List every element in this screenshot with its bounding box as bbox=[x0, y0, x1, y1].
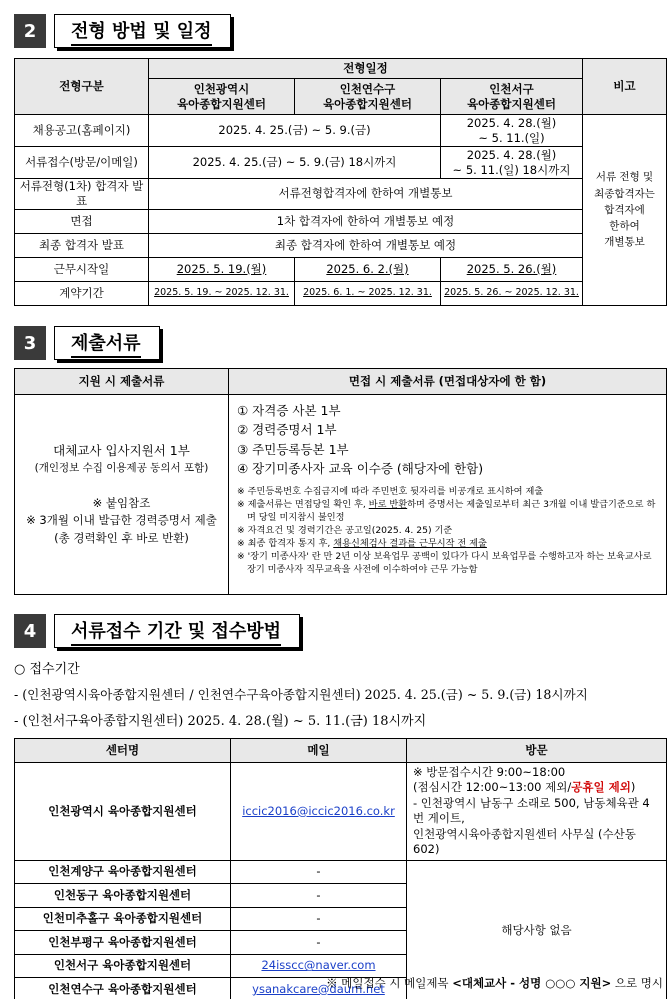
contract-seogu: 2025. 5. 26. ~ 2025. 12. 31. bbox=[441, 281, 583, 305]
period-seogu: - (인천서구육아종합지원센터) 2025. 4. 28.(월) ~ 5. 11.(금) 18시까지 bbox=[14, 714, 427, 729]
schedule-table bbox=[14, 58, 667, 306]
section4-title: 서류접수 기간 및 접수방법 bbox=[71, 617, 281, 646]
section2-number: 2 bbox=[14, 14, 46, 48]
section4-heading bbox=[14, 614, 300, 648]
visit-office: 인천광역시육아종합지원센터 사무실 (수산동 602) bbox=[413, 826, 636, 857]
doc-item-training: ④ 장기미종사자 교육 이수증 (해당자에 한함) bbox=[237, 461, 484, 477]
doc-item-career: ② 경력증명서 1부 bbox=[237, 422, 337, 438]
section2-title-box bbox=[54, 14, 231, 48]
section3-title-box bbox=[54, 326, 160, 360]
row-label-final: 최종 합격자 발표 bbox=[15, 233, 149, 257]
submission-table bbox=[14, 738, 667, 999]
mail-link-metro[interactable]: iccic2016@iccic2016.co.kr bbox=[242, 803, 395, 818]
header-apply-docs: 지원 시 제출서류 bbox=[15, 369, 229, 395]
section4-number: 4 bbox=[14, 614, 46, 648]
mail-link-yeonsu[interactable]: ysanakcare@daum.net bbox=[252, 981, 385, 996]
header-center-yeonsu: 인천연수구 육아종합지원센터 bbox=[295, 79, 441, 115]
row-label-interview: 면접 bbox=[15, 209, 149, 233]
apply-docs-cell bbox=[15, 395, 229, 595]
note-long-term: ※ '장기 미종사자' 란 만 2년 이상 보육업무 공백이 있다가 다시 보육업무를 수행하고자 하는 보육교사로 장기 미종사자 직무교육을 사전에 이수하여야 근무 가능함 bbox=[237, 550, 652, 575]
visit-address: - 인천광역시 남동구 소래로 500, 남동체육관 4번 게이트, bbox=[413, 795, 650, 826]
apply-doc-career-cert: ※ 3개월 이내 발급한 경력증명서 제출 bbox=[26, 513, 217, 528]
center-mail-metro bbox=[231, 762, 407, 860]
center-name-donggu: 인천동구 육아종합지원센터 bbox=[15, 884, 231, 908]
submission-period-seogu: 2025. 4. 28.(월) ~ 5. 11.(일) 18시까지 bbox=[441, 147, 583, 179]
note-qualification-date: ※ 자격요건 및 경력기간은 공고일(2025. 4. 25) 기준 bbox=[237, 524, 453, 536]
visit-hours: ※ 방문접수시간 9:00~18:00 bbox=[413, 764, 566, 779]
posting-period-seogu: 2025. 4. 28.(월) ~ 5. 11.(일) bbox=[441, 115, 583, 147]
header-center-metro: 인천광역시 육아종합지원센터 bbox=[149, 79, 295, 115]
visit-none: 해당사항 없음 bbox=[407, 860, 667, 999]
row-label-first-pass: 서류전형(1차) 합격자 발표 bbox=[15, 179, 149, 210]
note-return-underline: 바로 반환 bbox=[368, 498, 408, 510]
header-category: 전형구분 bbox=[15, 59, 149, 115]
header-visit: 방문 bbox=[407, 739, 667, 763]
doc-item-license: ① 자격증 사본 1부 bbox=[237, 403, 341, 418]
contract-metro: 2025. 5. 19. ~ 2025. 12. 31. bbox=[149, 281, 295, 305]
visit-holiday: 공휴일 제외 bbox=[571, 780, 631, 795]
period-metro-yeonsu: - (인천광역시육아종합지원센터 / 인천연수구육아종합지원센터) 2025. 4. 25.(금) ~ 5. 9.(금) 18시까지 bbox=[14, 687, 588, 702]
mail-link-seogu[interactable]: 24isscc@naver.com bbox=[261, 958, 376, 973]
row-label-start-date: 근무시작일 bbox=[15, 257, 149, 281]
section3-number: 3 bbox=[14, 326, 46, 360]
header-center-name: 센터명 bbox=[15, 739, 231, 763]
row-label-contract: 계약기간 bbox=[15, 281, 149, 305]
section2-title: 전형 방법 및 일정 bbox=[71, 17, 212, 46]
center-name-seogu: 인천서구 육아종합지원센터 bbox=[15, 954, 231, 978]
row-label-posting: 채용공고(홈페이지) bbox=[15, 115, 149, 147]
section2-heading bbox=[14, 14, 231, 48]
apply-doc-attach-ref: ※ 붙임참조 bbox=[92, 495, 151, 510]
header-interview-docs: 면접 시 제출서류 (면접대상자에 한 함) bbox=[229, 369, 667, 395]
center-mail-bupyeong: - bbox=[231, 931, 407, 955]
section3-title: 제출서류 bbox=[71, 329, 141, 358]
mail-subject-format: <대체교사 - 성명 ○○○ 지원> bbox=[452, 976, 612, 990]
period-label: ○ 접수기간 bbox=[14, 662, 80, 677]
visit-lunch: (점심시간 12:00~13:00 제외/공휴일 제외) bbox=[413, 780, 636, 795]
first-pass-text: 서류전형합격자에 한하여 개별통보 bbox=[149, 179, 583, 210]
note-health-check: ※ 최종 합격자 통지 후, 채용신체검사 결과를 근무시작 전 제출 bbox=[237, 537, 487, 549]
interview-text: 1차 합격자에 한하여 개별통보 예정 bbox=[149, 209, 583, 233]
start-date-yeonsu: 2025. 6. 2.(월) bbox=[295, 257, 441, 281]
center-mail-gyeyang: - bbox=[231, 860, 407, 884]
center-mail-michuhol: - bbox=[231, 907, 407, 931]
mail-subject-note: ※ 메일접수 시 메일제목 <대체교사 - 성명 ○○○ 지원> 으로 명시 bbox=[326, 976, 663, 990]
center-name-michuhol: 인천미추홀구 육아종합지원센터 bbox=[15, 907, 231, 931]
contract-yeonsu: 2025. 6. 1. ~ 2025. 12. 31. bbox=[295, 281, 441, 305]
center-name-metro: 인천광역시 육아종합지원센터 bbox=[15, 762, 231, 860]
center-name-yeonsu: 인천연수구 육아종합지원센터 bbox=[15, 978, 231, 999]
header-note: 비고 bbox=[583, 59, 667, 115]
apply-doc-consent: (개인정보 수집 이용제공 동의서 포함) bbox=[34, 462, 209, 475]
note-health-check-underline: 채용신체검사 결과를 근무시작 전 제출 bbox=[333, 537, 487, 549]
note-cell: 서류 전형 및 최종합격자는 합격자에 한하여 개별통보 bbox=[583, 115, 667, 306]
row-label-submission: 서류접수(방문/이메일) bbox=[15, 147, 149, 179]
center-mail-donggu: - bbox=[231, 884, 407, 908]
start-date-metro: 2025. 5. 19.(월) bbox=[149, 257, 295, 281]
section4-title-box bbox=[54, 614, 300, 648]
posting-period: 2025. 4. 25.(금) ~ 5. 9.(금) bbox=[149, 115, 441, 147]
visit-info-cell bbox=[407, 762, 667, 860]
documents-table bbox=[14, 368, 667, 595]
final-text: 최종 합격자에 한하여 개별통보 예정 bbox=[149, 233, 583, 257]
apply-doc-main: 대체교사 입사지원서 1부 bbox=[53, 442, 190, 458]
apply-doc-return-note: (총 경력확인 후 바로 반환) bbox=[54, 531, 189, 546]
start-date-seogu: 2025. 5. 26.(월) bbox=[441, 257, 583, 281]
doc-item-resident: ③ 주민등록등본 1부 bbox=[237, 441, 349, 457]
note-return: ※ 제출서류는 면접당일 확인 후, 바로 반환하며 증명서는 제출일로부터 최근 3개월 이내 발급기준으로 하며 당일 미지참시 불인정 bbox=[237, 498, 656, 523]
center-name-gyeyang: 인천계양구 육아종합지원센터 bbox=[15, 860, 231, 884]
section3-heading bbox=[14, 326, 160, 360]
header-center-seogu: 인천서구 육아종합지원센터 bbox=[441, 79, 583, 115]
interview-docs-cell bbox=[229, 395, 667, 595]
note-resident-number: ※ 주민등록번호 수집금지에 따라 주민번호 뒷자리를 비공개로 표시하여 제출 bbox=[237, 485, 544, 497]
submission-period: 2025. 4. 25.(금) ~ 5. 9.(금) 18시까지 bbox=[149, 147, 441, 179]
header-mail: 메일 bbox=[231, 739, 407, 763]
center-name-bupyeong: 인천부평구 육아종합지원센터 bbox=[15, 931, 231, 955]
header-schedule: 전형일정 bbox=[149, 59, 583, 79]
